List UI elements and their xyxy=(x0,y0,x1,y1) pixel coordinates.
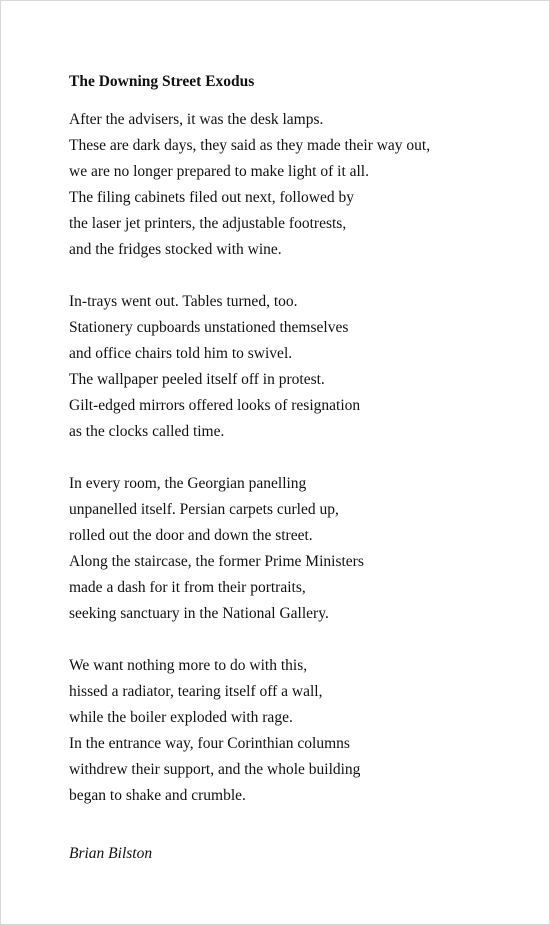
stanza-2 xyxy=(69,289,539,445)
poem-line: and the fridges stocked with wine. xyxy=(69,241,282,258)
poem-line: After the advisers, it was the desk lamps. xyxy=(69,111,324,128)
poem-line: began to shake and crumble. xyxy=(69,787,246,804)
poem-line: we are no longer prepared to make light of it all. xyxy=(69,163,369,180)
poem-line: Along the staircase, the former Prime Ministers xyxy=(69,553,364,570)
poem-line: made a dash for it from their portraits, xyxy=(69,579,306,596)
poem-line: The filing cabinets filed out next, followed by xyxy=(69,189,354,206)
poem-line: rolled out the door and down the street. xyxy=(69,527,313,544)
poem-line: Stationery cupboards unstationed themselves xyxy=(69,319,349,336)
poem-line: hissed a radiator, tearing itself off a wall, xyxy=(69,683,323,700)
poem-line: the laser jet printers, the adjustable footrests, xyxy=(69,215,347,232)
poem-line: These are dark days, they said as they made their way out, xyxy=(69,137,431,154)
stanza-1 xyxy=(69,107,539,263)
poem-line: withdrew their support, and the whole building xyxy=(69,761,361,778)
poem-line: The wallpaper peeled itself off in protest. xyxy=(69,371,325,388)
poem-line: In the entrance way, four Corinthian columns xyxy=(69,735,350,752)
poem-line: seeking sanctuary in the National Gallery. xyxy=(69,605,329,622)
poem-line: In every room, the Georgian panelling xyxy=(69,475,307,492)
poem xyxy=(69,71,539,865)
poem-line: unpanelled itself. Persian carpets curled up, xyxy=(69,501,339,518)
poem-line: as the clocks called time. xyxy=(69,423,225,440)
stanza-4 xyxy=(69,653,539,809)
poem-line: Gilt-edged mirrors offered looks of resignation xyxy=(69,397,361,414)
poem-line: and office chairs told him to swivel. xyxy=(69,345,293,362)
poem-line: We want nothing more to do with this, xyxy=(69,657,308,674)
stanza-3 xyxy=(69,471,539,627)
poem-title: The Downing Street Exodus xyxy=(69,73,255,90)
poem-line: while the boiler exploded with rage. xyxy=(69,709,293,726)
poem-author: Brian Bilston xyxy=(69,845,153,862)
poem-line: In-trays went out. Tables turned, too. xyxy=(69,293,298,310)
